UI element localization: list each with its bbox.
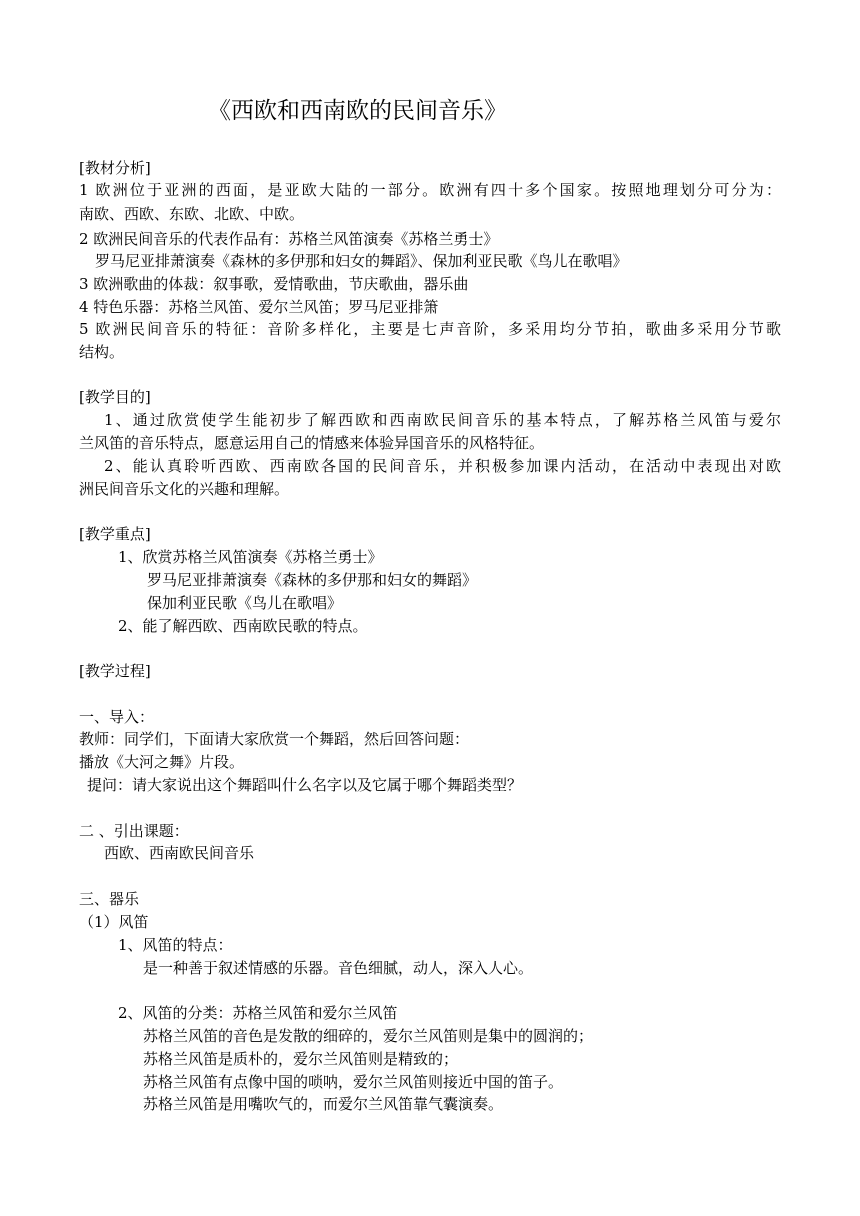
paragraph-line: 罗马尼亚排萧演奏《森林的多伊那和妇女的舞蹈》、保加利亚民歌《鸟儿在歌唱》 [95, 252, 628, 270]
paragraph-line: 教师：同学们，下面请大家欣赏一个舞蹈，然后回答问题： [79, 730, 470, 748]
paragraph-line: 兰风笛的音乐特点，愿意运用自己的情感来体验异国音乐的风格特征。 [79, 434, 545, 452]
section-heading-process: [教学过程] [79, 662, 151, 680]
paragraph-line: 5 欧洲民间音乐的特征：音阶多样化，主要是七声音阶，多采用均分节拍，歌曲多采用分节歌 [79, 320, 781, 338]
paragraph-line: 提问：请大家说出这个舞蹈叫什么名字以及它属于哪个舞蹈类型？ [87, 776, 523, 794]
paragraph-line: 1、风笛的特点： [118, 936, 233, 954]
paragraph-line: 1、欣赏苏格兰风笛演奏《苏格兰勇士》 [118, 548, 383, 566]
subsection-heading: 二 、引出课题： [79, 822, 189, 840]
section-heading-key-points: [教学重点] [79, 525, 151, 543]
section-heading-objectives: [教学目的] [79, 388, 151, 406]
paragraph-line: 3 欧洲歌曲的体裁：叙事歌，爱情歌曲，节庆歌曲，器乐曲 [79, 275, 469, 293]
subsection-heading: 一、导入： [79, 708, 155, 726]
paragraph-line: 2 欧洲民间音乐的代表作品有：苏格兰风笛演奏《苏格兰勇士》 [79, 230, 499, 248]
paragraph-line: 2、能了解西欧、西南欧民歌的特点。 [118, 617, 368, 635]
paragraph-line: 1、通过欣赏使学生能初步了解西欧和西南欧民间音乐的基本特点，了解苏格兰风笛与爱尔 [104, 411, 781, 429]
paragraph-line: 4 特色乐器：苏格兰风笛、爱尔兰风笛；罗马尼亚排箫 [79, 298, 439, 316]
paragraph-line: 1 欧洲位于亚洲的西面，是亚欧大陆的一部分。欧洲有四十多个国家。按照地理划分可分为： [79, 181, 781, 199]
paragraph-line: 苏格兰风笛的音色是发散的细碎的，爱尔兰风笛则是集中的圆润的； [143, 1027, 594, 1045]
paragraph-line: 结构。 [79, 343, 125, 361]
paragraph-line: 保加利亚民歌《鸟儿在歌唱》 [147, 594, 343, 612]
paragraph-line: 是一种善于叙述情感的乐器。音色细腻，动人，深入人心。 [143, 959, 534, 977]
paragraph-line: 苏格兰风笛有点像中国的唢呐，爱尔兰风笛则接近中国的笛子。 [143, 1073, 564, 1091]
paragraph-line: 苏格兰风笛是质朴的，爱尔兰风笛则是精致的； [143, 1050, 459, 1068]
section-heading-analysis: [教材分析] [79, 159, 151, 177]
subsection-heading: 三、器乐 [79, 890, 140, 908]
paragraph-line: 南欧、西欧、东欧、北欧、中欧。 [79, 205, 305, 223]
paragraph-line: 西欧、西南欧民间音乐 [104, 844, 255, 862]
subsection-heading: （1）风笛 [79, 913, 149, 931]
paragraph-line: 2、能认真聆听西欧、西南欧各国的民间音乐，并积极参加课内活动，在活动中表现出对欧 [104, 457, 781, 475]
paragraph-line: 2、风笛的分类：苏格兰风笛和爱尔兰风笛 [118, 1004, 398, 1022]
paragraph-line: 罗马尼亚排萧演奏《森林的多伊那和妇女的舞蹈》 [147, 571, 478, 589]
document-title: 《西欧和西南欧的民间音乐》 [208, 98, 507, 124]
paragraph-line: 洲民间音乐文化的兴趣和理解。 [79, 480, 290, 498]
paragraph-line: 苏格兰风笛是用嘴吹气的，而爱尔兰风笛靠气囊演奏。 [143, 1095, 504, 1113]
paragraph-line: 播放《大河之舞》片段。 [79, 753, 245, 771]
